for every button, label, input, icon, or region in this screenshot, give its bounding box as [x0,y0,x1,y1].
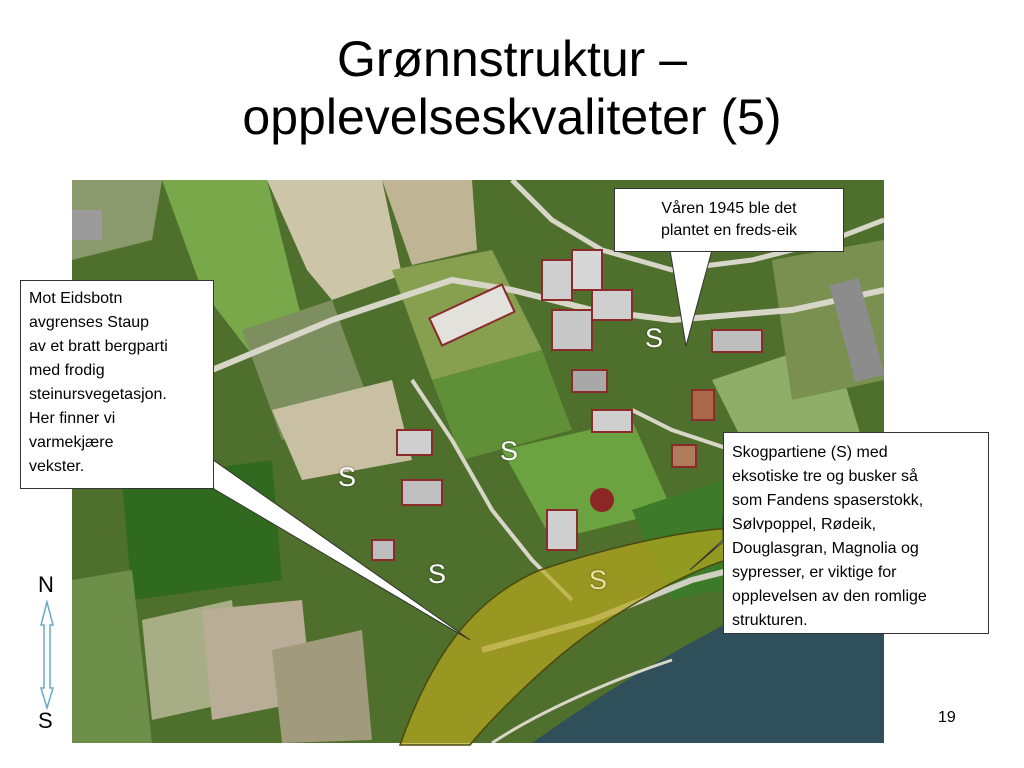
forest-mark-s: S [645,323,664,353]
callout-freds-eik [614,188,844,252]
callout-skogpartiene [723,432,989,634]
callout-eidsbotn-line: Mot Eidsbotn [29,290,123,307]
callout-eidsbotn-line: varmekjære [29,434,114,451]
callout-freds-line-1: Våren 1945 ble det [661,200,797,217]
title-line-1: Grønnstruktur – [336,31,688,87]
forest-mark-s: S [338,462,357,492]
freds-eik-pointer [670,250,712,346]
callout-skog-line: opplevelsen av den romlige [732,588,927,605]
callout-skog-line: eksotiske tre og busker så [732,468,918,485]
forest-mark-s: S [500,436,519,466]
callout-eidsbotn-line: vekster. [29,458,85,475]
page-number: 19 [938,709,956,726]
compass-south-label: S [38,708,53,733]
callout-skog-line: som Fandens spaserstokk, [732,492,924,509]
callout-eidsbotn-line: avgrenses Staup [29,314,150,331]
north-south-arrow-icon [41,602,53,708]
callout-eidsbotn-line: Her finner vi [29,410,116,427]
callout-skog-line: strukturen. [732,612,808,629]
callout-skog-line: sypresser, er viktige for [732,564,897,581]
callout-freds-line-2: plantet en freds-eik [660,222,798,239]
highlight-zone [400,528,735,745]
callout-eidsbotn-line: av et bratt bergparti [29,338,168,355]
callout-skog-line: Sølvpoppel, Rødeik, [732,516,877,533]
callout-skog-line: Skogpartiene (S) med [732,444,888,461]
title-line-2: opplevelseskvaliteter (5) [242,89,782,145]
callout-skog-line: Douglasgran, Magnolia og [732,540,919,557]
forest-mark-s: S [589,565,608,595]
callout-eidsbotn-line: steinursvegetasjon. [29,386,167,403]
compass-north-label: N [38,572,54,597]
callout-eidsbotn-line: med frodig [29,362,105,379]
callout-eidsbotn [20,280,214,489]
forest-mark-s: S [428,559,447,589]
